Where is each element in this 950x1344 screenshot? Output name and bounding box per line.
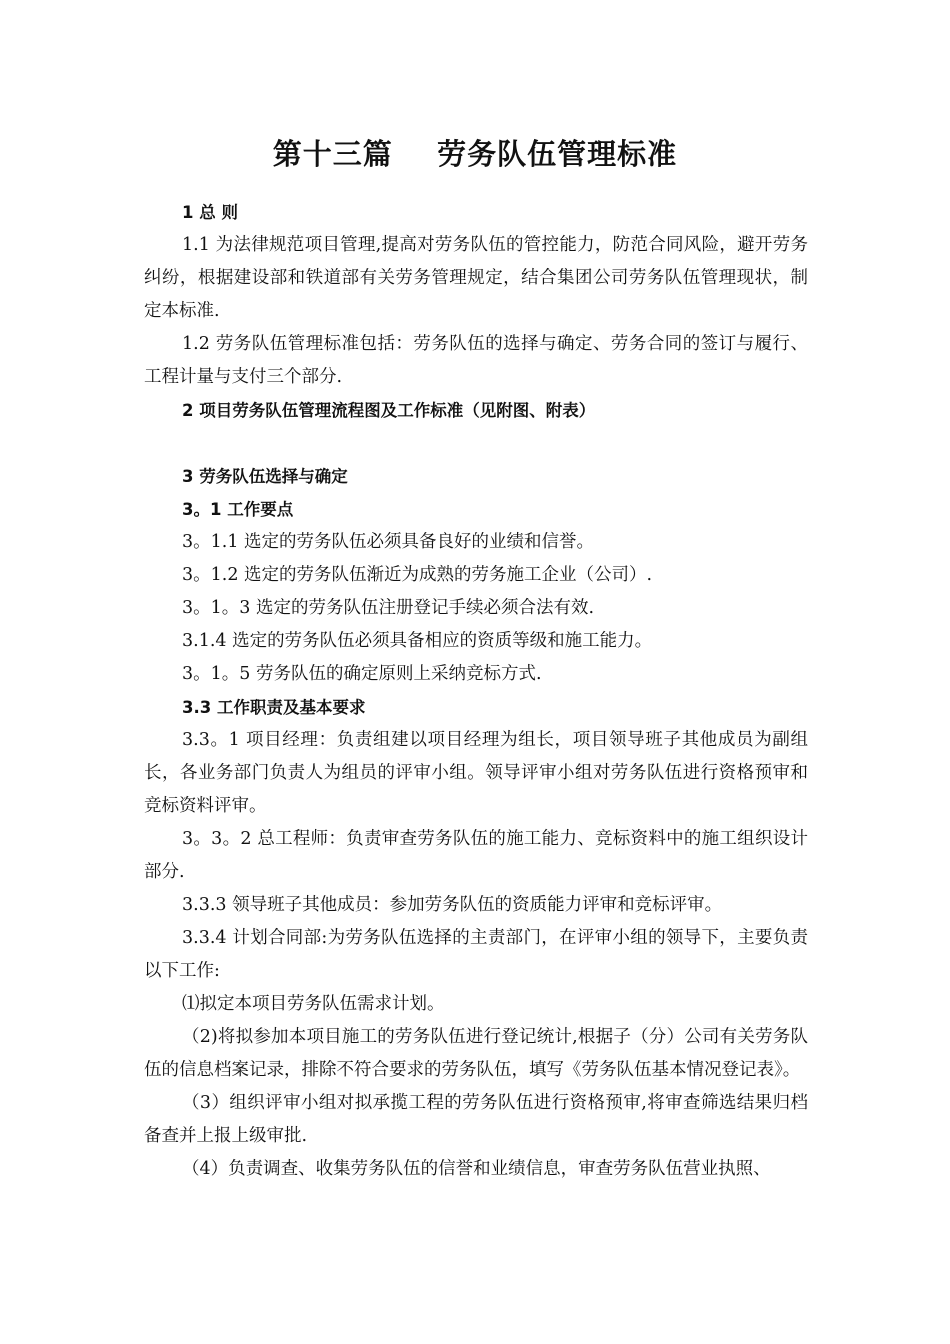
- page-title: 第十三篇 劳务队伍管理标准: [272, 137, 678, 171]
- paragraph-3-1-5: 3。1。5 劳务队伍的确定原则上采纳竞标方式.: [182, 664, 542, 684]
- list-item-4: （4）负责调查、收集劳务队伍的信誉和业绩信息，审查劳务队伍营业执照、: [182, 1159, 771, 1179]
- paragraph-1-1: 1.1 为法律规范项目管理,提高对劳务队伍的管控能力，防范合同风险，避开劳务纠纷，根据建设部和铁道部有关劳务管理规定，结合集团公司劳务队伍管理现状，制定本标准.: [144, 235, 808, 321]
- paragraph-3-1-1: 3。1.1 选定的劳务队伍必须具备良好的业绩和信誉。: [182, 532, 595, 552]
- paragraph-1-2: 1.2 劳务队伍管理标准包括：劳务队伍的选择与确定、劳务合同的签订与履行、工程计量与支付三个部分.: [144, 334, 808, 387]
- paragraph-3-1-2: 3。1.2 选定的劳务队伍渐近为成熟的劳务施工企业（公司）.: [182, 565, 653, 585]
- section-heading-1: 1 总 则: [182, 203, 238, 222]
- paragraph-3-1-4: 3.1.4 选定的劳务队伍必须具备相应的资质等级和施工能力。: [182, 631, 653, 651]
- list-item-1: ⑴拟定本项目劳务队伍需求计划。: [182, 994, 445, 1014]
- paragraph-3-3-4: 3.3.4 计划合同部:为劳务队伍选择的主责部门，在评审小组的领导下，主要负责以下工作:: [144, 928, 808, 981]
- section-heading-3: 3 劳务队伍选择与确定: [182, 467, 348, 486]
- paragraph-3-3-1: 3.3。1 项目经理：负责组建以项目经理为组长，项目领导班子其他成员为副组长，各业务部门负责人为组员的评审小组。领导评审小组对劳务队伍进行资格预审和竞标资料评审。: [144, 730, 808, 816]
- paragraph-3-3-3: 3.3.3 领导班子其他成员：参加劳务队伍的资质能力评审和竞标评审。: [182, 895, 723, 915]
- list-item-3: （3）组织评审小组对拟承揽工程的劳务队伍进行资格预审,将审查筛选结果归档备查并上报上级审批.: [144, 1093, 808, 1146]
- subsection-heading-3-3: 3.3 工作职责及基本要求: [182, 698, 366, 717]
- list-item-2: （2)将拟参加本项目施工的劳务队伍进行登记统计,根据子（分）公司有关劳务队伍的信息档案记录，排除不符合要求的劳务队伍，填写《劳务队伍基本情况登记表》。: [144, 1027, 808, 1080]
- section-heading-2: 2 项目劳务队伍管理流程图及工作标准（见附图、附表）: [182, 401, 596, 420]
- paragraph-3-3-2: 3。3。2 总工程师：负责审查劳务队伍的施工能力、竞标资料中的施工组织设计部分.: [144, 829, 808, 882]
- blank-line: [144, 427, 808, 460]
- document-body: [144, 196, 808, 1186]
- subsection-heading-3-1: 3。1 工作要点: [182, 500, 294, 519]
- paragraph-3-1-3: 3。1。3 选定的劳务队伍注册登记手续必须合法有效.: [182, 598, 595, 618]
